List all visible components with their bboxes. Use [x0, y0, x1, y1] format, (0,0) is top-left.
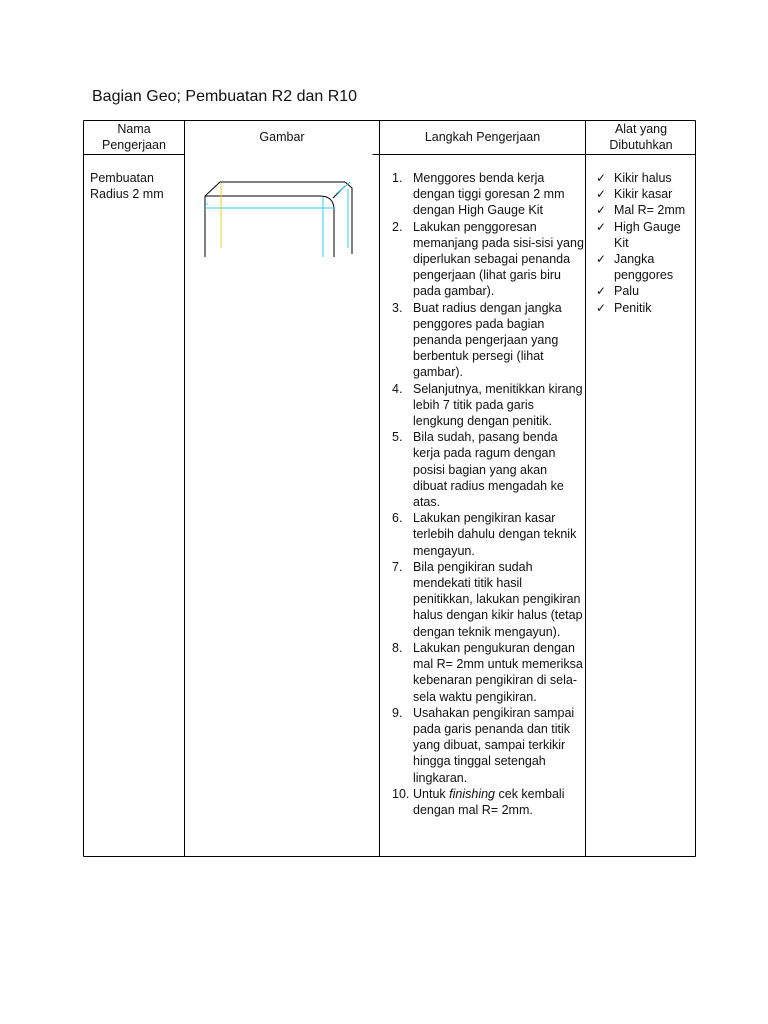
step-number: 1. [392, 171, 403, 185]
alat-item: ✓ Mal R= 2mm [594, 202, 694, 218]
header-alat: Alat yang Dibutuhkan [609, 122, 673, 153]
langkah-list [392, 170, 584, 818]
step-text: Lakukan pengikiran kasar terlebih dahulu dengan teknik mengayun. [413, 511, 577, 558]
langkah-step [392, 300, 584, 381]
step-number: 7. [392, 559, 403, 574]
alat-item: ✓ High Gauge Kit [594, 219, 694, 251]
langkah-step [392, 640, 584, 705]
step-emphasis: finishing [449, 786, 496, 801]
langkah-step [392, 705, 584, 786]
langkah-step [392, 170, 584, 219]
langkah-step [392, 559, 584, 640]
step-number: 6. [392, 511, 403, 526]
step-text: Menggores benda kerja dengan tiggi goresan 2 mm dengan High Gauge Kit [413, 171, 565, 218]
header-langkah-pengerjaan: Langkah Pengerjaan [424, 130, 541, 144]
step-text: Selanjutnya, menitikkan kirang lebih 7 titik pada garis lengkung dengan penitik. [413, 381, 583, 429]
step-text: Lakukan pengukuran dengan mal R= 2mm untuk memeriksa kebenaran pengikiran di sela-sela waktu pengikiran. [413, 640, 583, 704]
alat-item: ✓ Penitik [594, 300, 694, 316]
header-nama-pengerjaan: Nama Pengerjaan [102, 122, 166, 153]
alat-list-container [594, 170, 694, 316]
alat-list [594, 170, 694, 316]
step-number: 4. [392, 381, 403, 396]
step-number: 10. [392, 786, 410, 801]
alat-item: ✓ Palu [594, 283, 694, 299]
step-number: 8. [392, 640, 403, 655]
workpiece-drawing [200, 176, 360, 266]
step-number: 3. [392, 300, 403, 315]
step-text-tail: cek kembali dengan mal R= 2mm. [413, 786, 565, 817]
langkah-list-container [392, 170, 584, 818]
step-text: Untuk [413, 786, 450, 801]
row-nama-pengerjaan: Pembuatan Radius 2 mm [90, 171, 164, 202]
step-number: 9. [392, 705, 403, 720]
step-number: 5. [392, 430, 403, 445]
alat-item: ✓ Kikir halus [594, 170, 694, 186]
langkah-step [392, 510, 584, 559]
alat-item: ✓ Jangka penggores [594, 251, 694, 283]
langkah-step [392, 219, 584, 300]
langkah-step [392, 429, 584, 510]
step-text: Usahakan pengikiran sampai pada garis penanda dan titik yang dibuat, sampai terkikir hingga tinggal setengah lingkaran. [413, 705, 575, 785]
step-text: Lakukan penggoresan memanjang pada sisi-sisi yang diperlukan sebagai penanda pengerjaan (lihat garis biru pada gambar). [413, 219, 584, 299]
document-title: Bagian Geo; Pembuatan R2 dan R10 [92, 88, 358, 105]
step-text: Bila sudah, pasang benda kerja pada ragum dengan posisi bagian yang akan dibuat radius mengadah ke atas. [413, 430, 564, 510]
step-number: 2. [392, 219, 403, 234]
step-text: Buat radius dengan jangka penggores pada bagian penanda pengerjaan yang berbentuk persegi (lihat gambar). [413, 300, 562, 380]
alat-item: ✓ Kikir kasar [594, 186, 694, 202]
langkah-step [392, 381, 584, 430]
step-text: Bila pengikiran sudah mendekati titik hasil penitikkan, lakukan pengikiran halus dengan kikir halus (tetap dengan teknik mengayun). [413, 559, 583, 639]
langkah-step [392, 786, 584, 818]
header-gambar: Gambar [259, 130, 305, 144]
